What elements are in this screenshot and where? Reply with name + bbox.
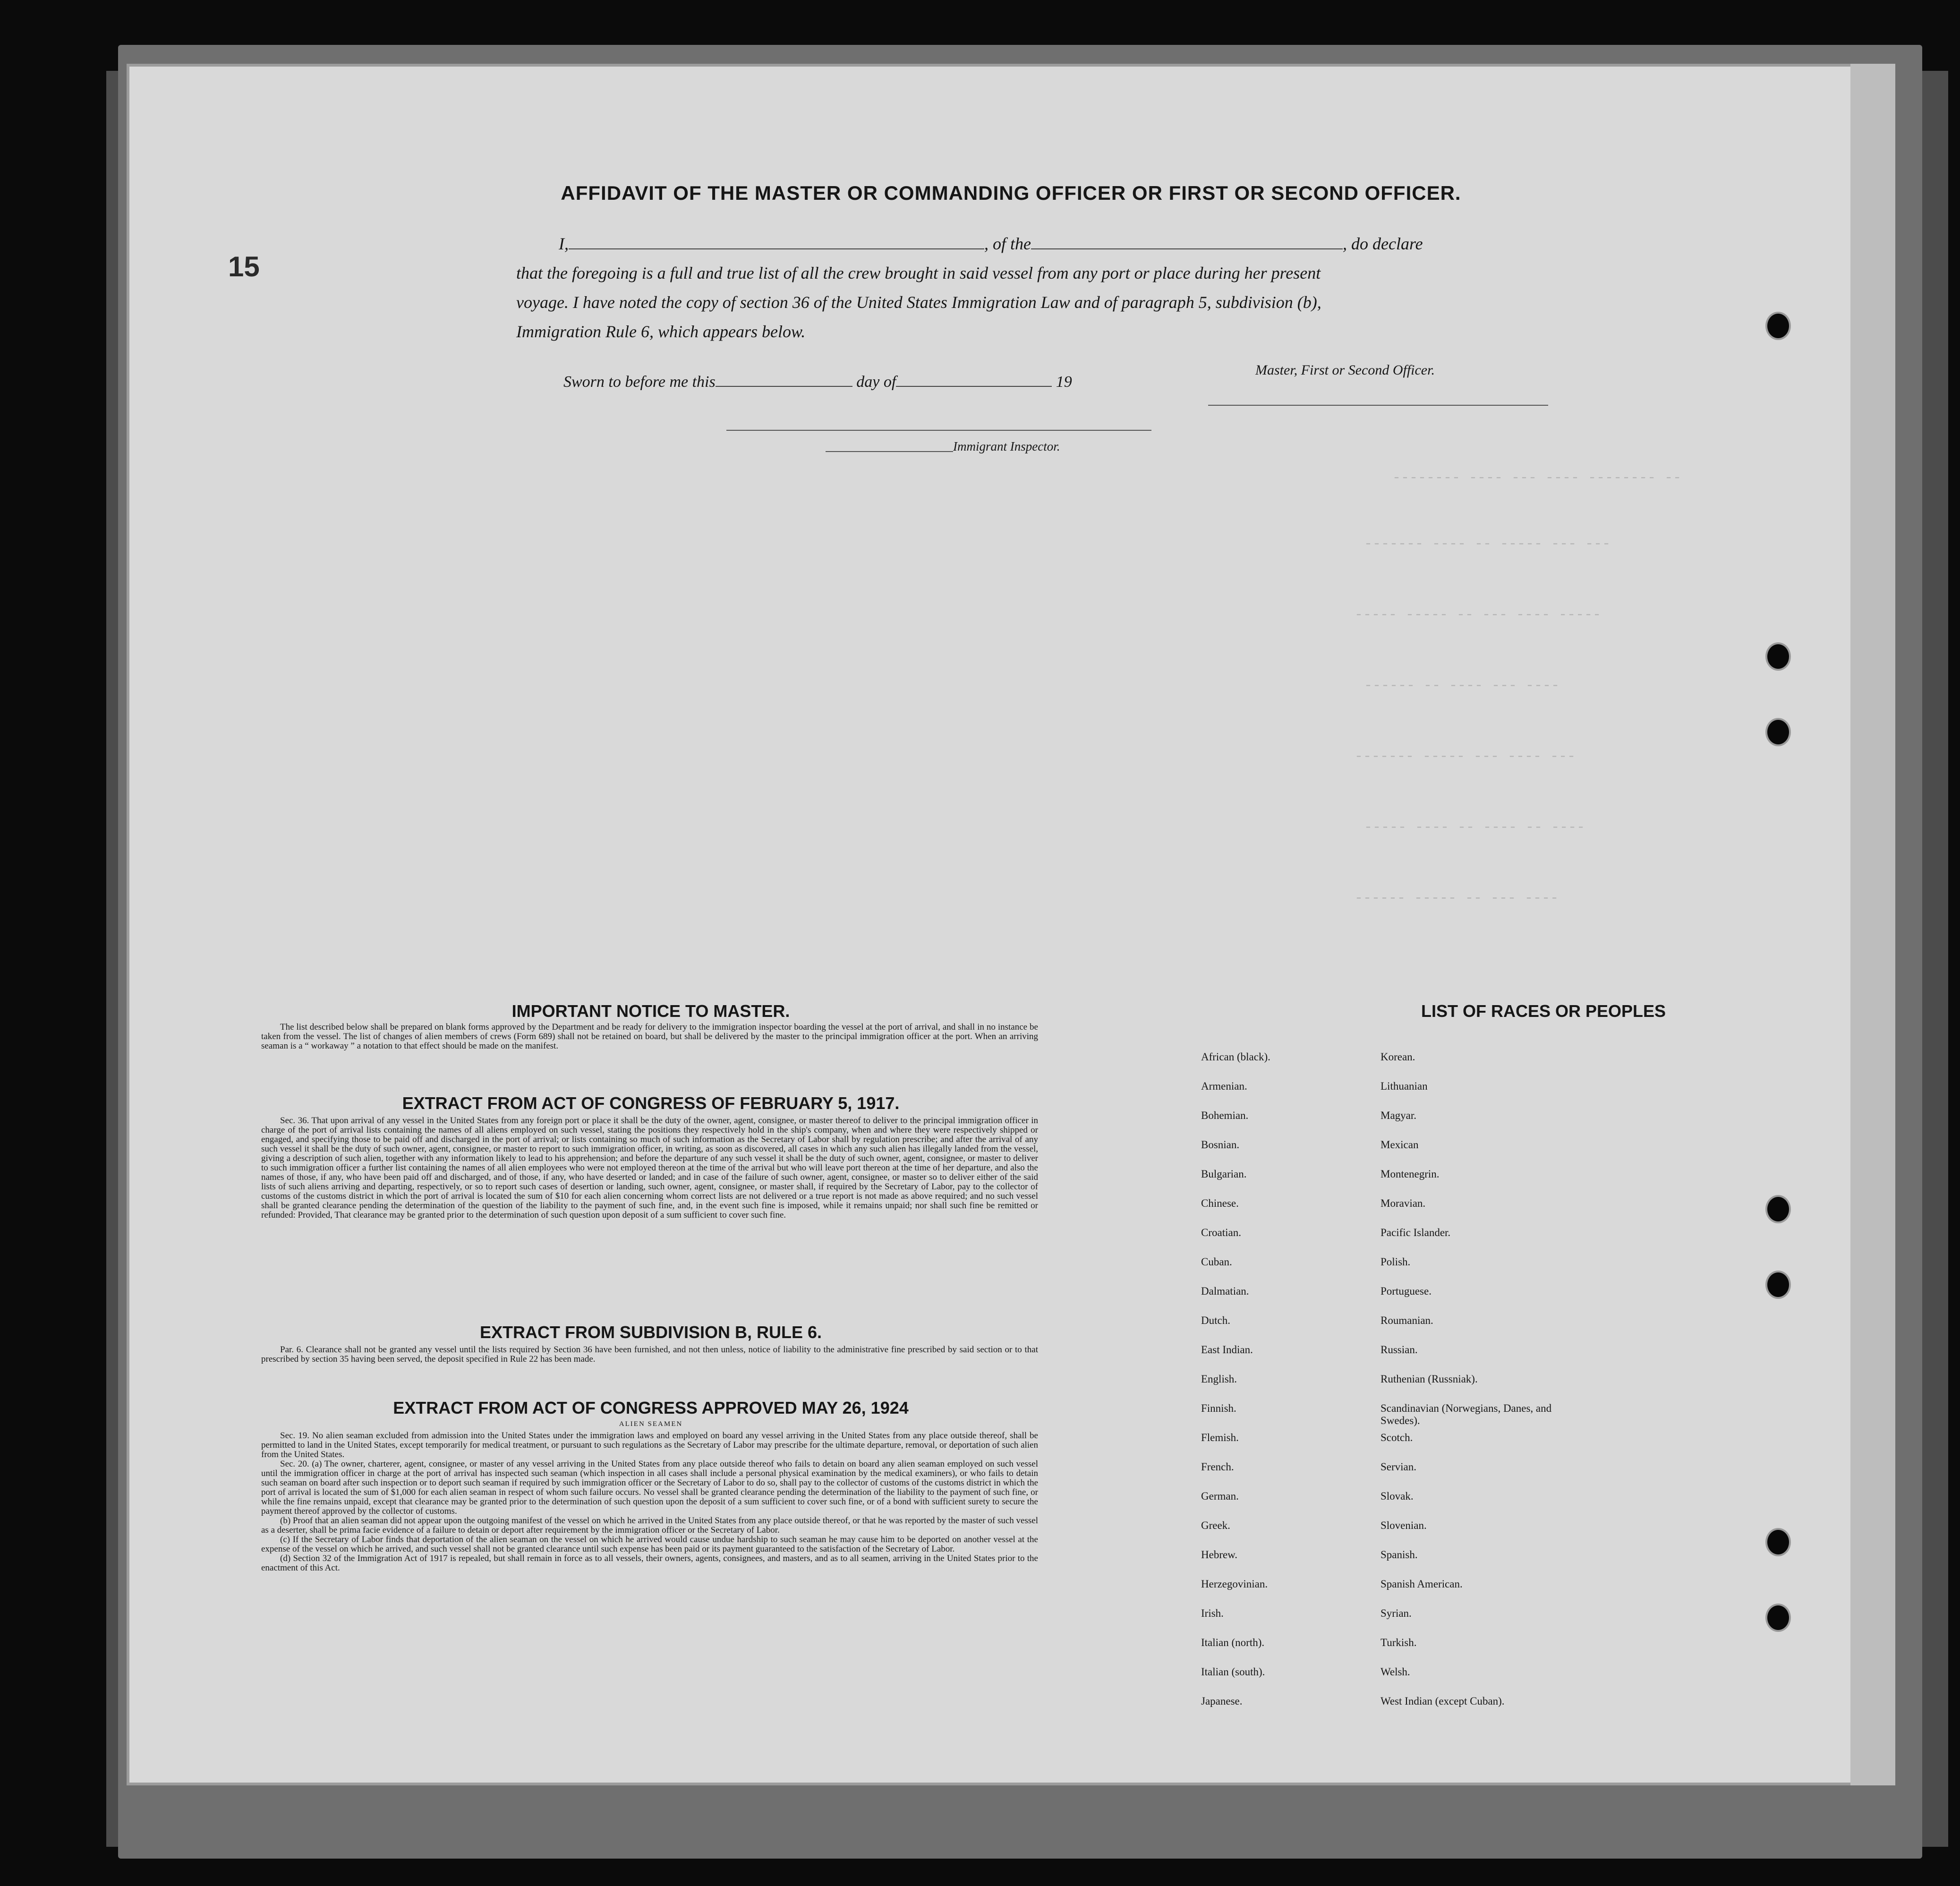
- day-of-label: day of: [856, 373, 896, 391]
- race-item: Servian.: [1381, 1461, 1417, 1473]
- affidavit-line-2: voyage. I have noted the copy of section 36 of the United States Immigration Law and of paragraph 5, subdivision (b),: [516, 293, 1321, 312]
- vessel-field-line: [1031, 248, 1343, 249]
- race-item: East Indian.: [1201, 1344, 1253, 1356]
- race-item: Cuban.: [1201, 1256, 1232, 1268]
- race-item: Ruthenian (Russniak).: [1381, 1373, 1478, 1385]
- inspector-signature-line-top: [726, 430, 1151, 431]
- extract-1924-title: EXTRACT FROM ACT OF CONGRESS APPROVED MAY 26, 1924: [393, 1398, 909, 1417]
- race-item: Armenian.: [1201, 1080, 1247, 1092]
- race-item: Roumanian.: [1381, 1314, 1433, 1326]
- race-item: Montenegrin.: [1381, 1168, 1440, 1180]
- race-item: Italian (south).: [1201, 1666, 1265, 1678]
- race-item: Hebrew.: [1201, 1549, 1238, 1561]
- extract-1924-paragraph: (c) If the Secretary of Labor finds that deportation of the alien seaman on the vessel on which he arrived would cause undue hardship to such seaman he may cause him to be deported on another vessel at the expense of the vessel on which he arrived, and such vessel shall not be granted clearance until such expense has been paid or its payment guaranteed to the satisfaction of the Secretary of Labor.: [261, 1535, 1038, 1554]
- affidavit-title: AFFIDAVIT OF THE MASTER OR COMMANDING OFFICER OR FIRST OR SECOND OFFICER.: [561, 182, 1461, 204]
- race-item: Bohemian.: [1201, 1109, 1249, 1121]
- races-title: LIST OF RACES OR PEOPLES: [1421, 1001, 1666, 1021]
- extract-1924-text: [261, 1431, 1038, 1573]
- race-item: Slovenian.: [1381, 1519, 1427, 1531]
- page-edge-strip: [1850, 64, 1895, 1785]
- sworn-line: [563, 373, 1072, 391]
- affidavit-of-the-label: , of the: [984, 234, 1031, 253]
- race-item: Flemish.: [1201, 1432, 1239, 1443]
- binder-hole: [1765, 1195, 1791, 1223]
- year-label: 19: [1056, 373, 1072, 391]
- inspector-signature-line: [826, 451, 953, 452]
- race-item: Bulgarian.: [1201, 1168, 1247, 1180]
- race-item: Scandinavian (Norwegians, Danes, and Swedes).: [1381, 1402, 1552, 1426]
- extract-1924-paragraph: Sec. 19. No alien seaman excluded from admission into the United States under the immigration laws and employed on board any vessel arriving in the United States from any place outside thereof, shall be permitted to land in the United States, except temporarily for medical treatment, or pursuant to such regulations as the Secretary of Labor may prescribe for the ultimate departure, removal, or deportation of such alien from the United States.: [261, 1431, 1038, 1459]
- race-item: Lithuanian: [1381, 1080, 1428, 1092]
- affidavit-declare-label: , do declare: [1342, 234, 1423, 253]
- race-item: Polish.: [1381, 1256, 1411, 1268]
- race-item: Turkish.: [1381, 1637, 1417, 1648]
- race-item: French.: [1201, 1461, 1234, 1473]
- race-item: Scotch.: [1381, 1432, 1413, 1443]
- race-item: Pacific Islander.: [1381, 1227, 1451, 1238]
- race-item: German.: [1201, 1490, 1239, 1502]
- notice-text: The list described below shall be prepared on blank forms approved by the Department and be ready for delivery to the immigration inspector boarding the vessel at the port of arrival, and shall in no instance be taken from the vessel. The list of changes of alien members of crews (Form 689) shall not be retained on board, but shall be delivered by the master to the principal immigration officer at the port. When an arriving seaman is a “ workaway ” a notation to that effect should be made on the manifest.: [261, 1022, 1038, 1051]
- race-item: Japanese.: [1201, 1695, 1243, 1707]
- affidavit-body: [516, 229, 1461, 346]
- extract-1917-title: EXTRACT FROM ACT OF CONGRESS OF FEBRUARY 5, 1917.: [402, 1093, 900, 1113]
- race-item: Welsh.: [1381, 1666, 1410, 1678]
- race-item: West Indian (except Cuban).: [1381, 1695, 1505, 1707]
- race-item: Syrian.: [1381, 1607, 1412, 1619]
- race-item: Magyar.: [1381, 1109, 1417, 1121]
- binder-hole: [1765, 718, 1791, 746]
- race-item: Russian.: [1381, 1344, 1418, 1356]
- extract-rule6-title: EXTRACT FROM SUBDIVISION B, RULE 6.: [479, 1323, 822, 1342]
- notice-title: IMPORTANT NOTICE TO MASTER.: [511, 1001, 790, 1021]
- extract-1924-paragraph: (b) Proof that an alien seaman did not appear upon the outgoing manifest of the vessel on which he arrived in the United States from any place outside thereof, or that he was reported by the master of such vessel as a deserter, shall be prima facie evidence of a failure to detain or deport after requirement by the immigration officer or the Secretary of Labor.: [261, 1516, 1038, 1535]
- race-item: Italian (north).: [1201, 1637, 1265, 1648]
- manifest-page: 15 -------- ---- --- ---- -------- -- ------- ---- -- ----- --- --- ----- ----- -- --- ---- ----- ------ -- ---- --- ---- ------- ----- --- ---- --- ----- ---- -- ---- -- ---- ------ ----- -- --- ---- AFFIDAVIT OF THE MASTER OR COMMANDING OFFICER OR FIRST OR SECOND OFFICER. I, , of the , do declare that the foregoing is a full and true list of all the crew brought in said vessel from any port or place during her present voyage. I have noted the copy of section 36 of the United States Immigration Law and of paragraph 5, subdivision (b), Immigration Rule 6, which appears below. Master, First or Second Officer. Sworn to before me this day of 19 Immigrant Inspector. IMPORTANT NOTICE TO MASTER. The list described below shall be prepared on blank forms approved by the Department and be ready for delivery to the immigration inspector boarding the vessel at the port of arrival, and shall in no instance be taken from the vessel. The list of changes of alien members of crews (Form 689) shall not be retained on board, but shall be delivered by the master to the principal immigration officer at the port. When an arriving seaman is a “ workaway ” a notation to that effect should be made on the manifest. EXTRACT FROM ACT OF CONGRESS OF FEBRUARY 5, 1917. Sec. 36. That upon arrival of any vessel in the United States from any foreign port or place it shall be the duty of the owner, agent, consignee, or master thereof to deliver to the principal immigration officer in charge of the port of arrival lists containing the names of all aliens employed on such vessel, stating the positions they respectively hold in the ship's company, when and where they were respectively shipped or engaged, and specifying those to be paid off and discharged in the port of arrival; or lists containing so much of such information as the Secretary of Labor shall by regulation prescribe; and after the arrival of any such vessel it shall be the duty of such owner, agent, consignee, or master to report to such immigration officer, in writing, as soon as discovered, all cases in which any such alien has illegally landed from the vessel, giving a description of such alien, together with any information likely to lead to his apprehension; and before the departure of any such vessel it shall be the duty of such owner, agent, consignee, or master to deliver to such immigration officer a further list containing the names of all alien employees who were not employed thereon at the time of the arrival but who will leave port thereon at the time of her departure, and also the names of those, if any, who have been paid off and discharged, and of those, if any, who have deserted or landed; and in case of the failure of such owner, agent, consignee, or master so to deliver either of the said lists of such aliens arriving and departing, respectively, or so to report such cases of desertion or landing, such owner, agent, consignee, or master shall, if required by the Secretary of Labor, pay to the collector of customs of the customs district in which the port of arrival is located the sum of $10 for each alien concerning whom correct lists are not delivered or a true report is not made as above required; and no such vessel shall be granted clearance pending the determination of the question of the liability to the payment of such fine, and, in the event such fine is imposed, while it remains unpaid; nor shall such fine be remitted or refunded: Provided, That clearance may be granted prior to the determination of such question upon deposit of a sum sufficient to cover such fine. EXTRACT FROM SUBDIVISION B, RULE 6. Par. 6. Clearance shall not be granted any vessel until the lists required by Section 36 have been furnished, and not then unless, notice of liability to the administrative fine prescribed by said section or to that prescribed by section 35 having been served, the deposit specified in Rule 22 has been made. EXTRACT FROM ACT OF CONGRESS APPROVED MAY 26, 1924 ALIEN SEAMEN Sec. 19. No alien seaman excluded from admission into the United States under the immigration laws and employed on board any vessel arriving in the United States from any place outside thereof, shall be permitted to land in the United States, except temporarily for medical treatment, or pursuant to such regulations as the Secretary of Labor may prescribe for the ultimate departure, removal, or deportation of such alien from the United States. Sec. 20. (a) The owner, charterer, agent, consignee, or master of any vessel arriving in the United States from any place outside thereof who fails to detain on board any alien seaman employed on such vessel until the immigration officer in charge at the port of arrival has inspected such seaman (which inspection in all cases shall include a personal physical examination by the medical examiners), or who fails to detain such seaman on board after such inspection or to deport such seaman if required by such immigration officer or the Secretary of Labor to do so, shall pay to the collector of customs of the customs district in which the port of arrival is located the sum of $1,000 for each alien seaman in respect of whom such failure occurs. No vessel shall be granted clearance pending the determination of the liability to the payment of such fine, or while the fine remains unpaid, except that clearance may be granted prior to the determination of such question upon the deposit of a sum sufficient to cover such fine, or of a bond with sufficient surety to secure the payment thereof approved by the collector of customs. (b) Proof that an alien seaman did not appear upon the outgoing manifest of the vessel on which he arrived in the United States from any place outside thereof, or that he was reported by the master of such vessel as a deserter, shall be prima facie evidence of a failure to detain or deport after requirement by the immigration officer or the Secretary of Labor. (c) If the Secretary of Labor finds that deportation of the alien seaman on the vessel on which he arrived would cause undue hardship to such seaman he may cause him to be deported on another vessel at the expense of the vessel on which he arrived, and such vessel shall not be granted clearance until such expense has been paid or its payment guaranteed to the satisfaction of the Secretary of Labor. (d) Section 32 of the Immigration Act of 1917 is repealed, but shall remain in force as to all vessels, their owners, agents, consignees, and masters, and as to all seamen, arriving in the United States prior to the enactment of this Act. LIST OF RACES OR PEOPLES African (black). Armenian. Bohemian. Bosnian. Bulgarian. Chinese. Croatian. Cuban. Dalmatian. Dutch. East Indian. English. Finnish. Flemish. French. German. Greek. Hebrew. Herzegovinian. Irish. Italian (north). Italian (south). Japanese. Korean. Lithuanian Magyar. Mexican Montenegrin. Moravian. Pacific Islander. Polish. Portuguese. Roumanian. Russian. Ruthenian (Russniak). Scandinavian (Norwegians, Danes, and Swedes). Scotch. Servian. Slovak. Slovenian. Spanish. Spanish American. Syrian. Turkish. Welsh. West Indian (except Cuban).: [127, 64, 1895, 1785]
- extract-1924-paragraph: Sec. 20. (a) The owner, charterer, agent, consignee, or master of any vessel arriving in the United States from any place outside thereof who fails to detain on board any alien seaman employed on such vessel until the immigration officer in charge at the port of arrival has inspected such seaman (which inspection in all cases shall include a personal physical examination by the medical examiners), or who fails to detain such seaman on board after such inspection or to deport such seaman if required by such immigration officer or the Secretary of Labor to do so, shall pay to the collector of customs of the customs district in which the port of arrival is located the sum of $1,000 for each alien seaman in respect of whom such failure occurs. No vessel shall be granted clearance pending the determination of the liability to the payment of such fine, or while the fine remains unpaid, except that clearance may be granted prior to the determination of such question upon the deposit of a sum sufficient to cover such fine, or of a bond with sufficient surety to secure the payment thereof approved by the collector of customs.: [261, 1459, 1038, 1516]
- page-number: 15: [228, 251, 260, 282]
- race-item: Croatian.: [1201, 1227, 1241, 1238]
- affidavit-line-1: that the foregoing is a full and true list of all the crew brought in said vessel from any port or place during her present: [516, 264, 1321, 282]
- race-item: Dalmatian.: [1201, 1285, 1249, 1297]
- extract-1924-paragraph: (d) Section 32 of the Immigration Act of 1917 is repealed, but shall remain in force as to all vessels, their owners, agents, consignees, and masters, and as to all seamen, arriving in the United States prior to the enactment of this Act.: [261, 1553, 1038, 1573]
- extract-1924-subtitle: ALIEN SEAMEN: [619, 1420, 683, 1428]
- race-item: Bosnian.: [1201, 1139, 1240, 1151]
- race-item: Slovak.: [1381, 1490, 1414, 1502]
- extract-rule6-text: Par. 6. Clearance shall not be granted any vessel until the lists required by Section 36 have been furnished, and not then unless, notice of liability to the administrative fine prescribed by said section or to that prescribed by section 35 having been served, the deposit specified in Rule 22 has been made.: [261, 1345, 1038, 1364]
- month-field-line: [896, 386, 1052, 387]
- binder-hole: [1765, 1528, 1791, 1556]
- binder-hole: [1765, 642, 1791, 671]
- race-item: Korean.: [1381, 1051, 1415, 1063]
- race-item: Greek.: [1201, 1519, 1230, 1531]
- binder-hole: [1765, 312, 1791, 340]
- master-signature-line: [1208, 405, 1548, 406]
- extract-1917-text: Sec. 36. That upon arrival of any vessel in the United States from any foreign port or place it shall be the duty of the owner, agent, consignee, or master thereof to deliver to the principal immigration officer in charge of the port of arrival lists containing the names of all aliens employed on such vessel, stating the positions they respectively hold in the ship's company, when and where they were respectively shipped or engaged, and specifying those to be paid off and discharged in the port of arrival; or lists containing so much of such information as the Secretary of Labor shall by regulation prescribe; and after the arrival of any such vessel it shall be the duty of such owner, agent, consignee, or master to report to such immigration officer, in writing, as soon as discovered, all cases in which any such alien has illegally landed from the vessel, giving a description of such alien, together with any information likely to lead to his apprehension; and before the departure of any such vessel it shall be the duty of such owner, agent, consignee, or master to deliver to such immigration officer a further list containing the names of all alien employees who were not employed thereon at the time of the arrival but who will leave port thereon at the time of her departure, and also the names of those, if any, who have been paid off and discharged, and of those, if any, who have deserted or landed; and in case of the failure of such owner, agent, consignee, or master so to deliver either of the said lists of such aliens arriving and departing, respectively, or so to report such cases of desertion or landing, such owner, agent, consignee, or master shall, if required by the Secretary of Labor, pay to the collector of customs of the customs district in which the port of arrival is located the sum of $10 for each alien concerning whom correct lists are not delivered or a true report is not made as above required; and no such vessel shall be granted clearance pending the determination of the question of the liability to the payment of such fine, and, in the event such fine is imposed, while it remains unpaid; nor shall such fine be remitted or refunded: Provided, That clearance may be granted prior to the determination of such question upon deposit of a sum sufficient to cover such fine.: [261, 1116, 1038, 1220]
- race-item: Irish.: [1201, 1607, 1224, 1619]
- race-item: Chinese.: [1201, 1197, 1239, 1209]
- race-item: Moravian.: [1381, 1197, 1426, 1209]
- race-item: Dutch.: [1201, 1314, 1230, 1326]
- master-signature-label: Master, First or Second Officer.: [1255, 362, 1435, 378]
- race-item: African (black).: [1201, 1051, 1270, 1063]
- race-item: Finnish.: [1201, 1402, 1236, 1414]
- race-item: English.: [1201, 1373, 1237, 1385]
- affidavit-line-3: Immigration Rule 6, which appears below.: [516, 322, 806, 341]
- day-field-line: [716, 386, 852, 387]
- race-item: Herzegovinian.: [1201, 1578, 1268, 1590]
- race-item: Mexican: [1381, 1139, 1419, 1151]
- inspector-label: Immigrant Inspector.: [953, 439, 1060, 453]
- binder-hole: [1765, 1271, 1791, 1299]
- sworn-label: Sworn to before me this: [563, 373, 716, 391]
- binder-hole: [1765, 1604, 1791, 1632]
- race-item: Portuguese.: [1381, 1285, 1432, 1297]
- race-item: Spanish.: [1381, 1549, 1418, 1561]
- affidavit-i-label: I,: [559, 234, 569, 253]
- name-field-line: [569, 248, 984, 249]
- race-item: Spanish American.: [1381, 1578, 1463, 1590]
